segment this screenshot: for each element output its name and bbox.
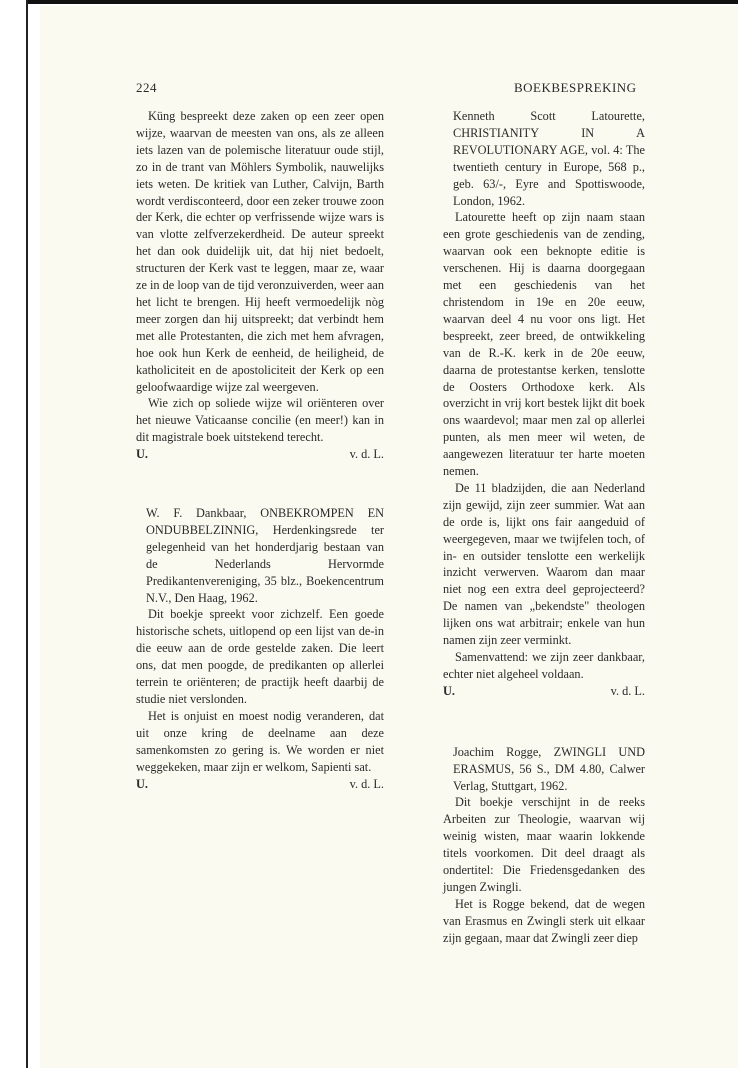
scan-top-edge bbox=[0, 0, 738, 4]
paragraph: Samenvattend: we zijn zeer dankbaar, echter niet algeheel voldaan. bbox=[443, 650, 645, 681]
paragraph: Wie zich op soliede wijze wil oriënteren over het nieuwe Vaticaanse concilie (en meer!) kan in dit magistrale boek uitstekend terecht. bbox=[136, 396, 384, 445]
signature-name: v. d. L. bbox=[349, 776, 384, 791]
scan-left-edge bbox=[0, 0, 28, 1068]
signature bbox=[136, 776, 384, 793]
paragraph: Het is onjuist en moest nodig veranderen, dat uit onze kring de deelname aan deze samenkomsten zo gering is. We worden er niet weggekeken, maar zijn er welkom, Sapienti sat. bbox=[136, 708, 384, 774]
paragraph: Dit boekje verschijnt in de reeks Arbeiten zur Theologie, waarvan wij weinig wisten, maar waarin lokkende titels voorkomen. Dit deel draagt als ondertitel: Die Friedensgedanken des jungen Zwingli. bbox=[443, 795, 645, 894]
paragraph: Küng bespreekt deze zaken op een zeer open wijze, waarvan de meesten van ons, als ze alleen iets lazen van de polemische literatuur oude stijl, zo in de trant van Möhlers Symbolik, nauwelijks iets weten. De kritiek van Luther, Calvijn, Barth wordt verdisconteerd, door een zeker trouwe zoon der Kerk, die echter op verfrissende wijze wars is van vlotte zelfverzekerdheid. De auteur spreekt het dan ook duidelijk uit, dat hij niet bedoelt, structuren der Kerk vast te leggen, maar ze, waar ze in de loop van de tijd veronzuiverden, weer aan het licht te brengen. Hij heeft vermoedelijk nòg meer zorgen dan hij uitspreekt; dat verbindt hem met alle Protestanten, die zich met hem afvragen, hoe ook hun Kerk de eenheid, de heiligheid, de katholiciteit en de apostoliciteit der Kerk op een geloofwaardige wijze zal weergeven. bbox=[136, 109, 384, 394]
signature-name: v. d. L. bbox=[349, 447, 384, 462]
paragraph: Het is Rogge bekend, dat de wegen van Erasmus en Zwingli sterk uit elkaar zijn gegaan, maar dat Zwingli zeer diep bbox=[443, 896, 645, 945]
signature-initial: U. bbox=[136, 447, 148, 462]
book-citation: W. F. Dankbaar, ONBEKROMPEN EN ONDUBBELZINNIG, Herdenkingsrede ter gelegenheid van het honderdjarig bestaan van de Nederlands Hervormde Predikantenvereniging, 35 blz., Boekencentrum N.V., Den Haag, 1962. bbox=[146, 506, 384, 605]
page-number: 224 bbox=[136, 80, 157, 95]
signature bbox=[443, 683, 645, 700]
signature bbox=[136, 446, 384, 463]
paragraph: Dit boekje spreekt voor zichzelf. Een goede historische schets, uitlopend op een lijst van de-in die eeuw aan de orde gestelde zaken. Die leert ons, dat men poogde, de predikanten op allerlei terrein te oriënteren; de practijk heeft daarbij de studie niet verslonden. bbox=[136, 607, 384, 706]
signature-name: v. d. L. bbox=[610, 683, 645, 698]
left-column bbox=[136, 108, 384, 792]
running-title: BOEKBESPREKING bbox=[514, 80, 637, 95]
signature-initial: U. bbox=[443, 683, 455, 698]
paragraph: De 11 bladzijden, die aan Nederland zijn gewijd, zijn zeer summier. Wat aan de orde is, lijkt ons fair aangeduid of weergegeven, maar we twijfelen toch, of in- en outsider tenslotte een werkelijk inzicht verwerven. Waarom dan maar niet nog een extra deel geprojecteerd? De namen van „bekendste" theologen lijken ons wat arbitrair; enkele van hun namen zijn zeer verminkt. bbox=[443, 480, 645, 648]
right-column bbox=[443, 108, 645, 947]
book-citation: Kenneth Scott Latourette, CHRISTIANITY IN A REVOLUTIONARY AGE, vol. 4: The twentieth century in Europe, 568 p., geb. 63/-, Eyre and Spottiswoode, London, 1962. bbox=[453, 109, 645, 208]
book-citation: Joachim Rogge, ZWINGLI UND ERASMUS, 56 S., DM 4.80, Calwer Verlag, Stuttgart, 1962. bbox=[453, 744, 645, 793]
signature-initial: U. bbox=[136, 776, 148, 791]
paragraph: Latourette heeft op zijn naam staan een grote geschiedenis van de zending, waarvan ook een beknopte editie is verschenen. Hij is daarna doorgegaan met een geschiedenis van het christendom in 19e en 20e eeuw, waarvan deel 4 nu voor ons ligt. Het bespreekt, zeer breed, de ontwikkeling van de R.-K. kerk in de 20e eeuw, daarna de protestantse kerken, tenslotte de Oosters Orthodoxe kerk. Als overzicht in vrij kort bestek lijkt dit boek ons waardevol; maar men zal op allerlei punten, als men meer wil weten, de aangewezen literatuur ter harte moeten nemen. bbox=[443, 210, 645, 479]
